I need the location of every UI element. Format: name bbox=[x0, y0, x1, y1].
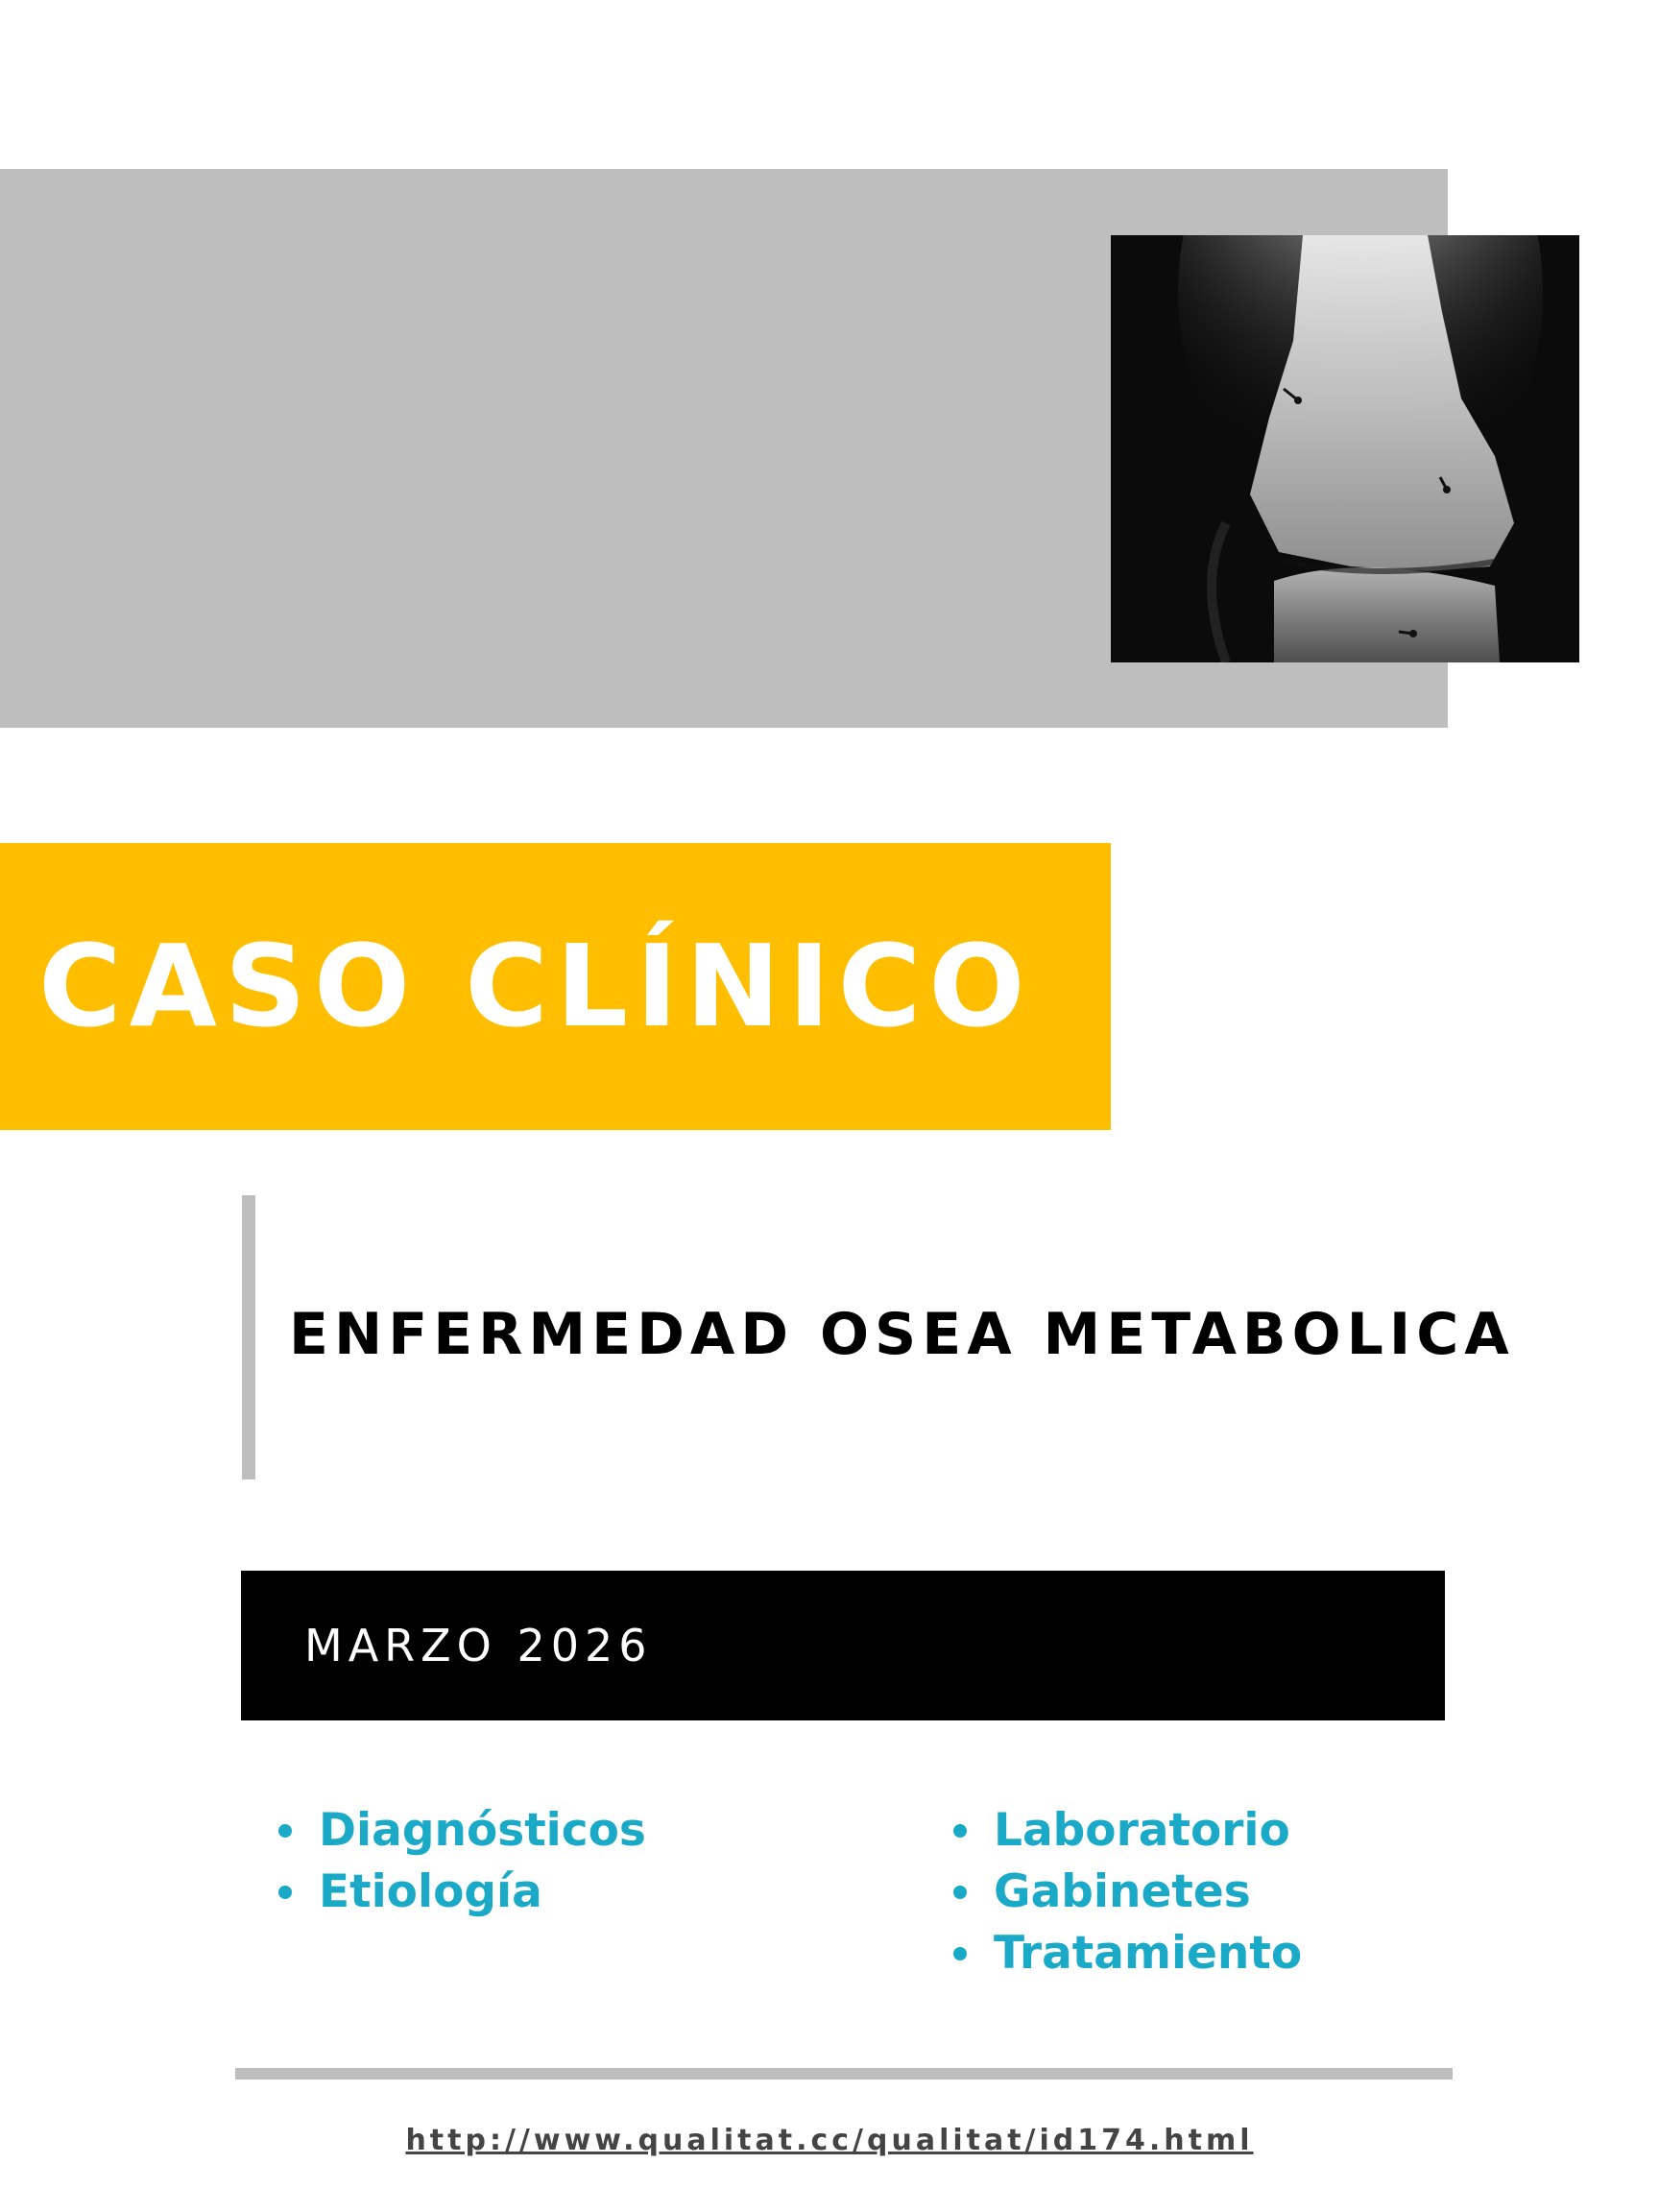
bullet-icon bbox=[953, 1824, 967, 1838]
bullet-icon bbox=[278, 1886, 292, 1899]
subtitle-accent-bar bbox=[242, 1195, 255, 1479]
list-item-label: Laboratorio bbox=[994, 1804, 1290, 1857]
list-item bbox=[953, 1923, 1302, 1984]
list-item-label: Diagnósticos bbox=[319, 1804, 646, 1857]
title-band bbox=[0, 843, 1111, 1130]
list-item-label: Tratamiento bbox=[994, 1927, 1303, 1980]
footer-link[interactable]: http://www.qualitat.cc/qualitat/id174.html bbox=[405, 2124, 1254, 2157]
bottom-divider bbox=[235, 2068, 1453, 2080]
list-item bbox=[953, 1862, 1302, 1923]
list-item-label: Etiología bbox=[319, 1865, 542, 1918]
cover-subtitle: ENFERMEDAD OSEA METABOLICA bbox=[289, 1301, 1515, 1368]
bullet-icon bbox=[953, 1947, 967, 1960]
list-item bbox=[953, 1800, 1302, 1862]
topics-list-right bbox=[953, 1800, 1302, 1984]
list-item bbox=[278, 1800, 646, 1862]
list-item-label: Gabinetes bbox=[994, 1865, 1251, 1918]
bullet-icon bbox=[953, 1886, 967, 1899]
cover-title: CASO CLÍNICO bbox=[38, 920, 1033, 1052]
bullet-icon bbox=[278, 1824, 292, 1838]
date-band bbox=[241, 1571, 1445, 1720]
cover-date: MARZO 2026 bbox=[304, 1620, 653, 1671]
list-item bbox=[278, 1862, 646, 1923]
topics-list-left bbox=[278, 1800, 646, 1923]
knee-xray-image bbox=[1111, 235, 1579, 662]
